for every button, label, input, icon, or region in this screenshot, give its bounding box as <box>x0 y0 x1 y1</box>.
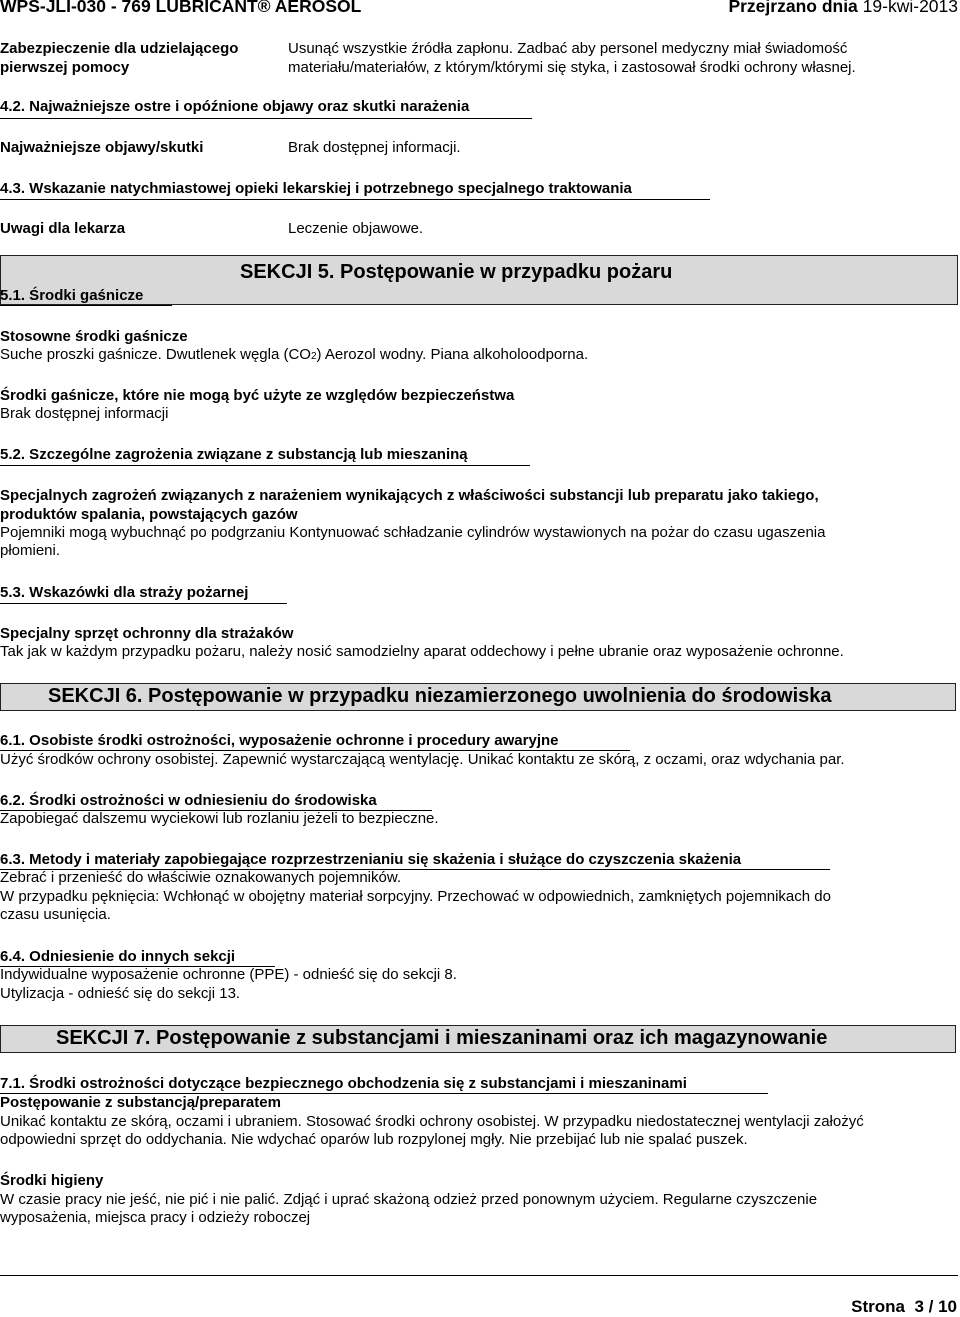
subsection-heading-7-1: 7.1. Środki ostrożności dotyczące bezpiecznego obchodzenia się z substancjami i mieszaninami <box>0 1075 687 1092</box>
subsection-heading-5-2: 5.2. Szczególne zagrożenia związane z substancją lub mieszaniną <box>0 446 468 463</box>
handling-label: Postępowanie z substancją/preparatem <box>0 1094 281 1111</box>
hygiene-text-line2: wyposażenia, miejsca pracy i odzieży roboczej <box>0 1209 311 1226</box>
special-hazards-label-line2: produktów spalania, powstających gazów <box>0 506 298 523</box>
revision-date-value: 19-kwi-2013 <box>862 0 958 16</box>
symptoms-value: Brak dostępnej informacji. <box>288 139 461 156</box>
unsuitable-media-label: Środki gaśnicze, które nie mogą być użyte ze względów bezpieczeństwa <box>0 387 515 404</box>
revision-date <box>728 0 958 18</box>
document-product-title: WPS-JLI-030 - 769 LUBRICANT® AEROSOL <box>0 0 362 16</box>
suitable-media-label: Stosowne środki gaśnicze <box>0 328 188 345</box>
subsection-heading-6-1: 6.1. Osobiste środki ostrożności, wyposażenie ochronne i procedury awaryjne <box>0 732 559 749</box>
heading-underline <box>0 118 532 119</box>
suitable-media-text-a: Suche proszki gaśnicze. Dwutlenek węgla (CO <box>0 346 311 363</box>
firefighter-equipment-text: Tak jak w każdym przypadku pożaru, należy nosić samodzielny aparat oddechowy i pełne ubranie oraz wyposażenie ochronne. <box>0 643 844 660</box>
footer-rule <box>0 1275 958 1276</box>
subsection-heading-4-2: 4.2. Najważniejsze ostre i opóźnione objawy oraz skutki narażenia <box>0 98 470 115</box>
doctor-notes-value: Leczenie objawowe. <box>288 220 424 237</box>
subsection-heading-5-1: 5.1. Środki gaśnicze <box>0 287 144 304</box>
suitable-media-text <box>0 346 588 366</box>
hygiene-label: Środki higieny <box>0 1172 104 1189</box>
handling-text-line1: Unikać kontaktu ze skórą, oczami i ubraniem. Stosować środki ochrony osobistej. W przypadku niedostatecznej wentylacji założyć <box>0 1113 864 1130</box>
subsection-heading-4-3: 4.3. Wskazanie natychmiastowej opieki lekarskiej i potrzebnego specjalnego traktowania <box>0 180 632 197</box>
page-number <box>851 1297 957 1317</box>
environmental-precautions-text: Zapobiegać dalszemu wyciekowi lub rozlaniu jeżeli to bezpieczne. <box>0 810 439 827</box>
reference-text-line2: Utylizacja - odnieść się do sekcji 13. <box>0 985 241 1002</box>
page-value: 3 / 10 <box>914 1297 957 1316</box>
personal-precautions-text: Użyć środków ochrony osobistej. Zapewnić wystarczającą wentylację. Unikać kontaktu ze skórą, z oczami, oraz wdychania par. <box>0 751 845 768</box>
subsection-heading-5-3: 5.3. Wskazówki dla straży pożarnej <box>0 584 249 601</box>
page-label: Strona <box>851 1297 905 1316</box>
special-hazards-label-line1: Specjalnych zagrożeń związanych z narażeniem wynikających z właściwości substancji lub preparatu jako takiego, <box>0 487 819 504</box>
containment-text-line3: czasu usunięcia. <box>0 906 111 923</box>
first-aid-text-line1: Usunąć wszystkie źródła zapłonu. Zadbać aby personel medyczny miał świadomość <box>288 40 848 57</box>
heading-underline <box>0 603 287 604</box>
section-5-title: SEKCJI 5. Postępowanie w przypadku pożaru <box>240 261 673 283</box>
doctor-notes-label: Uwagi dla lekarza <box>0 220 126 237</box>
containment-text-line1: Zebrać i przenieść do właściwie oznakowanych pojemników. <box>0 869 402 886</box>
co2-subscript: 2 <box>310 351 317 362</box>
firefighter-equipment-label: Specjalny sprzęt ochronny dla strażaków <box>0 625 294 642</box>
heading-underline <box>0 465 530 466</box>
containment-text-line2: W przypadku pęknięcia: Wchłonąć w obojętny materiał sorpcyjny. Przechować w odpowiednich, zamkniętych pojemnikach do <box>0 888 831 905</box>
special-hazards-text-line1: Pojemniki mogą wybuchnąć po podgrzaniu Kontynuować schładzanie cylindrów wystawionych na pożar do czasu ugaszenia <box>0 524 826 541</box>
section-6-title: SEKCJI 6. Postępowanie w przypadku niezamierzonego uwolnienia do środowiska <box>48 685 832 707</box>
revision-label: Przejrzano dnia <box>728 0 858 16</box>
heading-underline <box>0 199 710 200</box>
subsection-heading-6-2: 6.2. Środki ostrożności w odniesieniu do środowiska <box>0 792 377 809</box>
section-7-title: SEKCJI 7. Postępowanie z substancjami i mieszaninami oraz ich magazynowanie <box>56 1027 828 1049</box>
first-aid-text-line2: materiału/materiałów, z którym/którymi się styka, i zastosował środki ochrony własnej. <box>288 59 856 76</box>
subsection-heading-6-3: 6.3. Metody i materiały zapobiegające rozprzestrzenianiu się skażenia i służące do czyszczenia skażenia <box>0 851 742 868</box>
first-aid-label-line2: pierwszej pomocy <box>0 59 130 76</box>
special-hazards-text-line2: płomieni. <box>0 542 61 559</box>
suitable-media-text-b: ) Aerozol wodny. Piana alkoholoodporna. <box>316 346 589 363</box>
first-aid-label-line1: Zabezpieczenie dla udzielającego <box>0 40 239 57</box>
handling-text-line2: odpowiedni sprzęt do oddychania. Nie wdychać oparów lub rozpylonej mgły. Nie przebijać lub nie spalać puszek. <box>0 1131 748 1148</box>
symptoms-label: Najważniejsze objawy/skutki <box>0 139 204 156</box>
heading-underline <box>0 305 172 306</box>
subsection-heading-6-4: 6.4. Odniesienie do innych sekcji <box>0 948 236 965</box>
reference-text-line1: Indywidualne wyposażenie ochronne (PPE) - odnieść się do sekcji 8. <box>0 966 457 983</box>
hygiene-text-line1: W czasie pracy nie jeść, nie pić i nie palić. Zdjąć i uprać skażoną odzież przed ponownym użyciem. Regularne czyszczenie <box>0 1191 818 1208</box>
unsuitable-media-value: Brak dostępnej informacji <box>0 405 169 422</box>
